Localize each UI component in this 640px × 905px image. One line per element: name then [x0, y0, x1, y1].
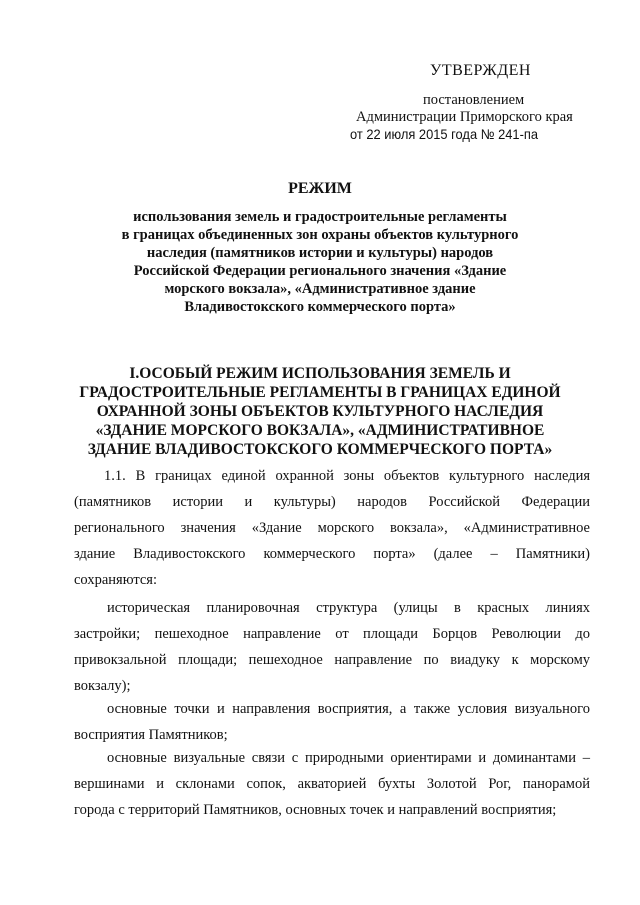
paragraph-line: 1.1. В границах единой охранной зоны объектов культурного наследия [104, 468, 590, 484]
subtitle-line: использования земель и градостроительные регламенты [133, 209, 507, 225]
paragraph-line: основные точки и направления восприятия, а также условия визуального [107, 701, 590, 717]
section-heading-line: «ЗДАНИЕ МОРСКОГО ВОКЗАЛА», «АДМИНИСТРАТИВНОЕ [95, 422, 545, 439]
subtitle-line: Российской Федерации регионального значения «Здание [133, 263, 507, 279]
approval-stamp-title: УТВЕРЖДЕН [430, 62, 531, 79]
paragraph-line: основные визуальные связи с природными ориентирами и доминантами – [107, 750, 590, 766]
subtitle-line: наследия (памятников истории и культуры) народов [146, 245, 494, 261]
approval-date-number: от 22 июля 2015 года № 241-па [350, 126, 539, 142]
paragraph-line: вершинами и склонами сопок, акваторией бухты Золотой Рог, панорамой [74, 776, 590, 792]
paragraph-line: города с территорий Памятников, основных точек и направлений восприятия; [74, 802, 557, 818]
section-heading-line: I.ОСОБЫЙ РЕЖИМ ИСПОЛЬЗОВАНИЯ ЗЕМЕЛЬ И [129, 365, 511, 382]
paragraph-line: сохраняются: [74, 572, 157, 588]
approval-line-resolution: постановлением [423, 92, 525, 108]
paragraph-planning-structure [74, 595, 590, 699]
paragraph-visual-links [74, 745, 590, 823]
paragraph-line: восприятия Памятников; [74, 727, 228, 743]
section-heading [0, 364, 640, 459]
paragraph-line: вокзалу); [74, 678, 131, 694]
subtitle-line: Владивостокского коммерческого порта» [184, 299, 456, 315]
document-title: РЕЖИМ [288, 180, 352, 197]
paragraph-line: привокзальной площади; пешеходное направление по виадуку к морскому [74, 652, 590, 668]
subtitle-line: морского вокзала», «Административное здание [164, 281, 476, 297]
paragraph-line: (памятников истории и культуры) народов Российской Федерации [74, 494, 590, 510]
paragraph-line: историческая планировочная структура (улицы в красных линиях [107, 600, 590, 616]
approval-line-authority: Администрации Приморского края [356, 109, 573, 125]
paragraph-1-1 [74, 463, 590, 593]
section-heading-line: ОХРАННОЙ ЗОНЫ ОБЪЕКТОВ КУЛЬТУРНОГО НАСЛЕДИЯ [96, 403, 544, 420]
paragraph-line: застройки; пешеходное направление от площади Борцов Революции до [74, 626, 590, 642]
section-heading-line: ЗДАНИЕ ВЛАДИВОСТОКСКОГО КОММЕРЧЕСКОГО ПОРТА» [87, 441, 553, 458]
paragraph-line: здание Владивостокского коммерческого порта» (далее – Памятники) [74, 546, 590, 562]
section-heading-line: ГРАДОСТРОИТЕЛЬНЫЕ РЕГЛАМЕНТЫ В ГРАНИЦАХ ЕДИНОЙ [79, 384, 561, 401]
paragraph-viewpoints [74, 696, 590, 748]
paragraph-line: регионального значения «Здание морского вокзала», «Административное [74, 520, 590, 536]
document-subtitle [0, 208, 640, 316]
subtitle-line: в границах объединенных зон охраны объектов культурного [121, 227, 519, 243]
